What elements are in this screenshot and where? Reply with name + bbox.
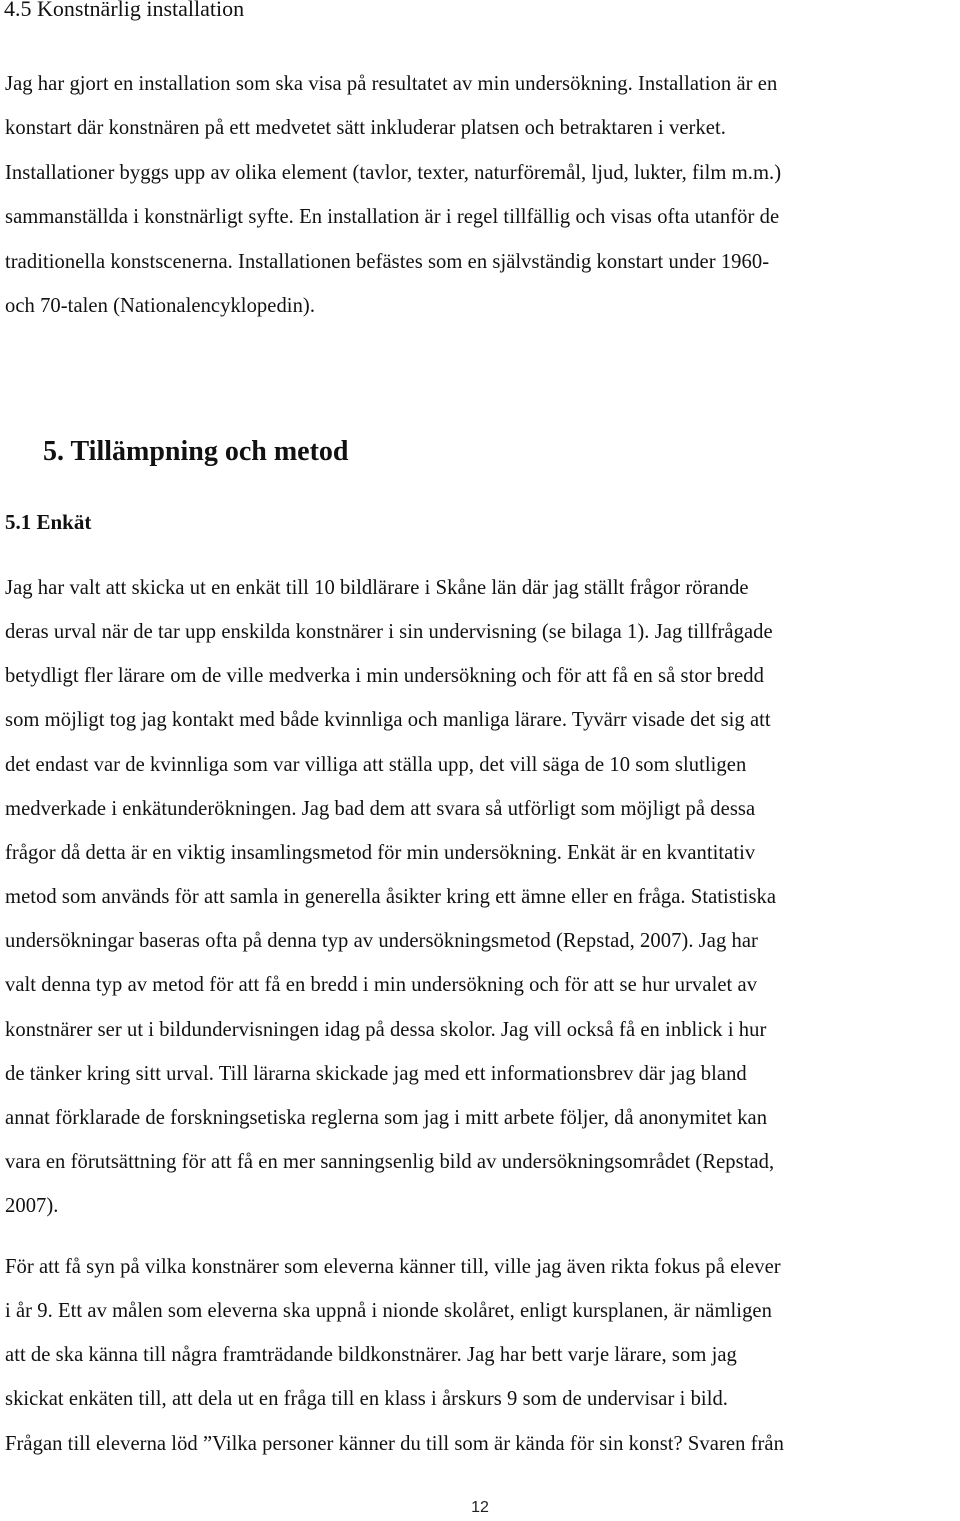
body-paragraph-student-question: För att få syn på vilka konstnärer som eleverna känner till, ville jag även rikta fokus på elever i år 9. Ett av målen som eleverna ska uppnå i nionde skolåret, enligt kursplanen, är nämligen att de ska känna till några framträdande bildkonstnärer. Jag har bett varje lärare, som jag skickat enkäten till, att dela ut en fråga till en klass i årskurs 9 som de undervisar i bild. Frågan till eleverna löd ”Vilka personer känner du till som är kända för sin konst? Svaren från	[5, 1256, 784, 1455]
page-number: 12	[471, 1499, 489, 1516]
section-heading-4-5: 4.5 Konstnärlig installation	[4, 0, 245, 21]
body-paragraph-enkat-method: Jag har valt att skicka ut en enkät till 10 bildlärare i Skåne län där jag ställt frågor rörande deras urval när de tar upp enskilda konstnärer i sin undervisning (se bilaga 1). Jag tillfrågade betydligt fler lärare om de ville medverka i min undersökning och för att få en så stor bredd som möjligt tog jag kontakt med både kvinnliga och manliga lärare. Tyvärr visade det sig att det endast var de kvinnliga som var villiga att ställa upp, det vill säga de 10 som slutligen medverkade i enkätunderökningen. Jag bad dem att svara så utförligt som möjligt på dessa frågor då detta är en viktig insamlingsmetod för min undersökning. Enkät är en kvantitativ metod som används för att samla in generella åsikter kring ett ämne eller en fråga. Statistiska undersökningar baseras ofta på denna typ av undersökningsmetod (Repstad, 2007). Jag har valt denna typ av metod för att få en bredd i min undersökning och för att se hur urvalet av konstnärer ser ut i bildundervisningen idag på dessa skolor. Jag vill också få en inblick i hur de tänker kring sitt urval. Till lärarna skickade jag med ett informationsbrev där jag bland annat förklarade de forskningsetiska reglerna som jag i mitt arbete följer, då anonymitet kan vara en förutsättning för att få en mer sanningsenlig bild av undersökningsområdet (Repstad, 2007).	[5, 577, 777, 1218]
section-heading-5-1: 5.1 Enkät	[5, 510, 92, 534]
body-paragraph-installation: Jag har gjort en installation som ska visa på resultatet av min undersökning. Installation är en konstart där konstnären på ett medvetet sätt inkluderar platsen och betraktaren i verket. Installationer byggs upp av olika element (tavlor, texter, naturföremål, ljud, lukter, film m.m.) sammanställda i konstnärligt syfte. En installation är i regel tillfällig och visas ofta utanför de traditionella konstscenerna. Installationen befästes som en självständig konstart under 1960- och 70-talen (Nationalencyklopedin).	[5, 73, 782, 318]
chapter-heading-5: 5. Tillämpning och metod	[43, 436, 349, 467]
